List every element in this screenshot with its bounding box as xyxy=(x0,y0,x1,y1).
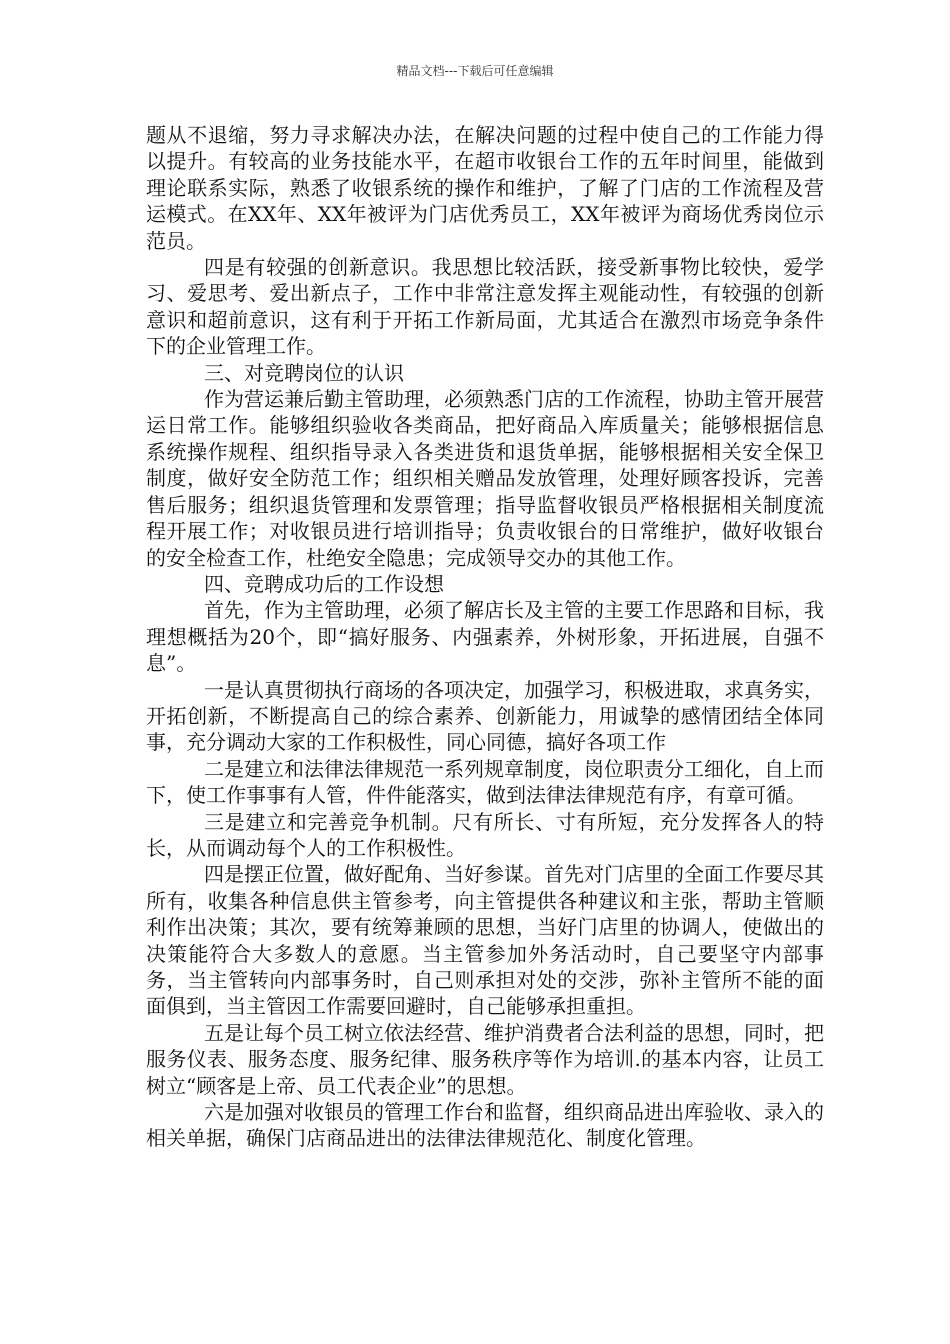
paragraph: 首先，作为主管助理，必须了解店长及主管的主要工作思路和目标，我理想概括为20个，即“搞好服务、内强素养，外树形象，开拓进展，自强不息”。 xyxy=(146,598,824,676)
section-heading: 三、对竞聘岗位的认识 xyxy=(204,360,404,385)
paragraph: 四是有较强的创新意识。我思想比较活跃，接受新事物比较快，爱学习、爱思考、爱出新点子，工作中非常注意发挥主观能动性，有较强的创新意识和超前意识，这有利于开拓工作新局面，尤其适合在激烈市场竞争条件下的企业管理工作。 xyxy=(146,255,824,359)
paragraph: 三是建立和完善竞争机制。尺有所长、寸有所短，充分发挥各人的特长，从而调动每个人的工作积极性。 xyxy=(146,809,824,860)
paragraph: 作为营运兼后勤主管助理，必须熟悉门店的工作流程，协助主管开展营运日常工作。能够组织验收各类商品，把好商品入库质量关；能够根据信息系统操作规程、组织指导录入各类进货和退货单据，能够根据相关安全保卫制度，做好安全防范工作；组织相关赠品发放管理，处理好顾客投诉，完善售后服务；组织退货管理和发票管理；指导监督收银员严格根据相关制度流程开展工作；对收银员进行培训指导；负责收银台的日常维护，做好收银台的安全检查工作，杜绝安全隐患；完成领导交办的其他工作。 xyxy=(146,387,824,570)
paragraph: 六是加强对收银员的管理工作台和监督，组织商品进出库验收、录入的相关单据，确保门店商品进出的法律法律规范化、制度化管理。 xyxy=(146,1100,824,1151)
paragraph: 四是摆正位置，做好配角、当好参谋。首先对门店里的全面工作要尽其所有，收集各种信息供主管参考，向主管提供各种建议和主张，帮助主管顺利作出决策；其次，要有统筹兼顾的思想，当好门店里的协调人，使做出的决策能符合大多数人的意愿。当主管参加外务活动时，自己要坚守内部事务，当主管转向内部事务时，自己则承担对处的交涉，弥补主管所不能的面面俱到，当主管因工作需要回避时，自己能够承担重担。 xyxy=(146,862,824,1019)
page-header: 精品文档---下载后可任意编辑 xyxy=(396,64,554,78)
paragraph: 一是认真贯彻执行商场的各项决定，加强学习，积极进取，求真务实，开拓创新，不断提高自己的综合素养、创新能力，用诚挚的感情团结全体同事，充分调动大家的工作积极性，同心同德，搞好各项工作 xyxy=(146,677,824,755)
paragraph: 题从不退缩，努力寻求解决办法，在解决问题的过程中使自己的工作能力得以提升。有较高的业务技能水平，在超市收银台工作的五年时间里，能做到理论联系实际，熟悉了收银系统的操作和维护，了解了门店的工作流程及营运模式。在XX年、XX年被评为门店优秀员工，XX年被评为商场优秀岗位示范员。 xyxy=(146,123,824,253)
paragraph: 五是让每个员工树立依法经营、维护消费者合法利益的思想，同时，把服务仪表、服务态度、服务纪律、服务秩序等作为培训.的基本内容，让员工树立“顾客是上帝、员工代表企业”的思想。 xyxy=(146,1020,824,1098)
document-body xyxy=(146,122,824,1152)
paragraph: 二是建立和法律法律规范一系列规章制度，岗位职责分工细化，自上而下，使工作事事有人管，件件能落实，做到法律法律规范有序，有章可循。 xyxy=(146,756,824,808)
section-heading: 四、竞聘成功后的工作设想 xyxy=(204,571,444,596)
